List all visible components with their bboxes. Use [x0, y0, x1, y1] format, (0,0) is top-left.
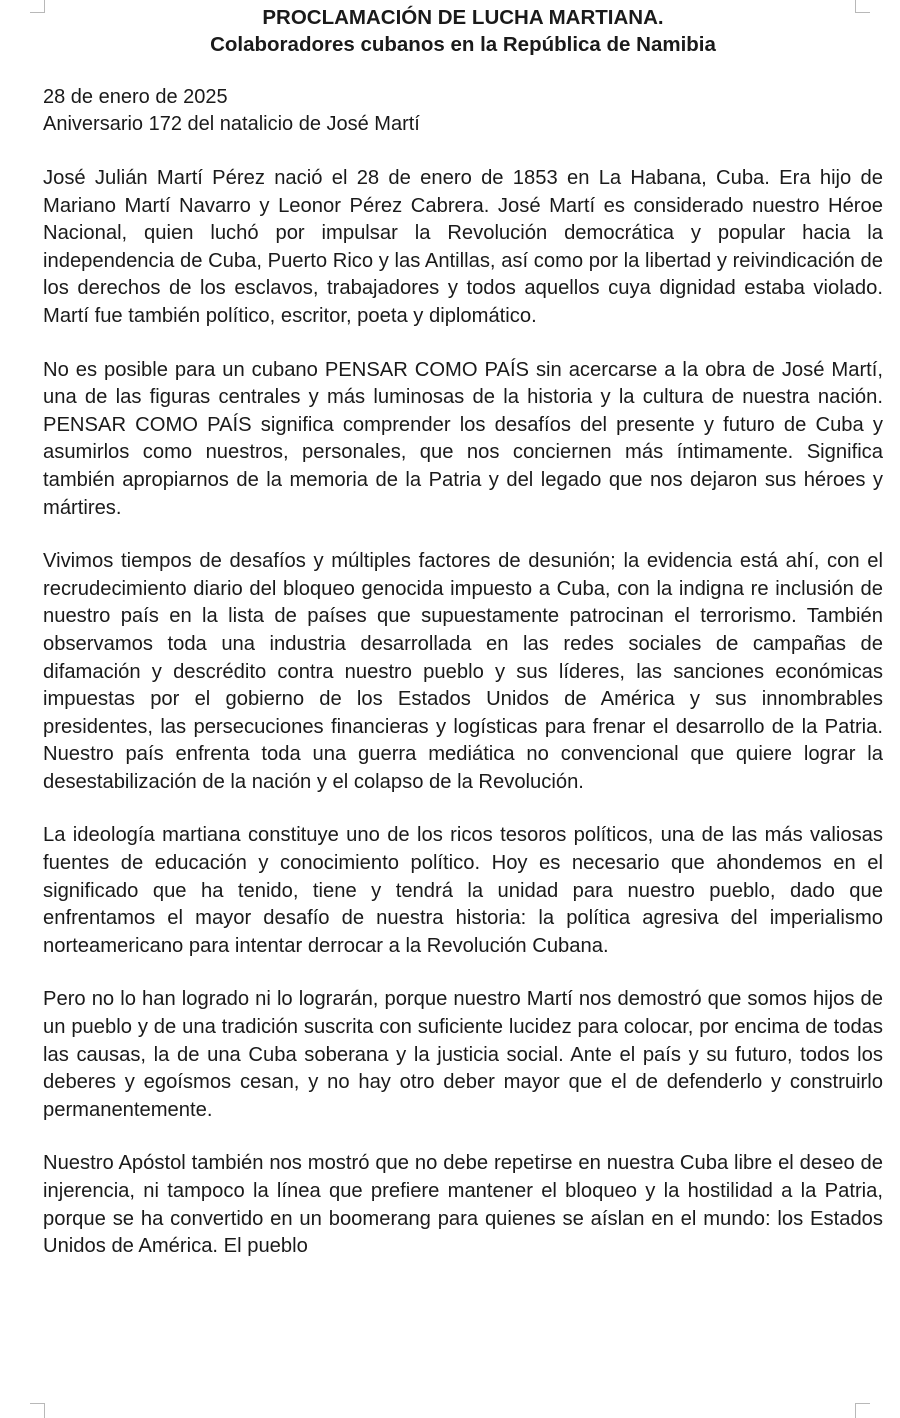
- paragraph-2: No es posible para un cubano PENSAR COMO PAÍS sin acercarse a la obra de José Martí, una de las figuras centrales y más luminosas de la historia y la cultura de nuestra nación. PENSAR COMO PAÍS significa comprender los desafíos del presente y futuro de Cuba y asumirlos como nuestros, personales, que nos conciernen más íntimamente. Significa también apropiarnos de la memoria de la Patria y del legado que nos dejaron sus héroes y mártires.: [43, 358, 883, 519]
- paragraph-1: José Julián Martí Pérez nació el 28 de enero de 1853 en La Habana, Cuba. Era hijo de Mariano Martí Navarro y Leonor Pérez Cabrera. José Martí es considerado nuestro Héroe Nacional, quien luchó por impulsar la Revolución democrática y popular hacia la independencia de Cuba, Puerto Rico y las Antillas, así como por la libertad y reivindicación de los derechos de los esclavos, trabajadores y todos aquellos cuya dignidad estaba violado. Martí fue también político, escritor, poeta y diplomático.: [43, 167, 883, 327]
- document-page: [43, 4, 883, 1261]
- occasion-line: Aniversario 172 del natalicio de José Martí: [43, 113, 420, 135]
- date-block: [43, 84, 883, 138]
- paragraph-3: Vivimos tiempos de desafíos y múltiples factores de desunión; la evidencia está ahí, con el recrudecimiento diario del bloqueo genocida impuesto a Cuba, con la indigna re inclusión de nuestro país en la lista de países que supuestamente patrocinan el terrorismo. También observamos toda una industria desarrollada en las redes sociales de campañas de difamación y descrédito contra nuestro pueblo y sus líderes, las sanciones económicas impuestas por el gobierno de los Estados Unidos de América y sus innombrables presidentes, las persecuciones financieras y logísticas para frenar el desarrollo de la Patria. Nuestro país enfrenta toda una guerra mediática no convencional que quiere lograr la desestabilización de la nación y el colapso de la Revolución.: [43, 550, 883, 793]
- document-date: 28 de enero de 2025: [43, 86, 228, 108]
- paragraph-6: Nuestro Apóstol también nos mostró que no debe repetirse en nuestra Cuba libre el deseo de injerencia, ni tampoco la línea que prefiere mantener el bloqueo y la hostilidad a la Patria, porque se ha convertido en un boomerang para quienes se aíslan en el mundo: los Estados Unidos de América. El pueblo: [43, 1152, 883, 1258]
- paragraph-5: Pero no lo han logrado ni lo lograrán, porque nuestro Martí nos demostró que somos hijos de un pueblo y de una tradición suscrita con suficiente lucidez para colocar, por encima de todas las causas, la de una Cuba soberana y la justicia social. Ante el país y su futuro, todos los deberes y egoísmos cesan, y no hay otro deber mayor que el de defenderlo y construirlo permanentemente.: [43, 988, 883, 1121]
- title-line-2: Colaboradores cubanos en la República de Namibia: [210, 33, 716, 56]
- title-line-1: PROCLAMACIÓN DE LUCHA MARTIANA.: [262, 6, 664, 29]
- document-title: [43, 4, 883, 58]
- paragraph-4: La ideología martiana constituye uno de los ricos tesoros políticos, una de las más valiosas fuentes de educación y conocimiento político. Hoy es necesario que ahondemos en el significado que ha tenido, tiene y tendrá la unidad para nuestro pueblo, dado que enfrentamos el mayor desafío de nuestra historia: la política agresiva del imperialismo norteamericano para intentar derrocar a la Revolución Cubana.: [43, 824, 883, 957]
